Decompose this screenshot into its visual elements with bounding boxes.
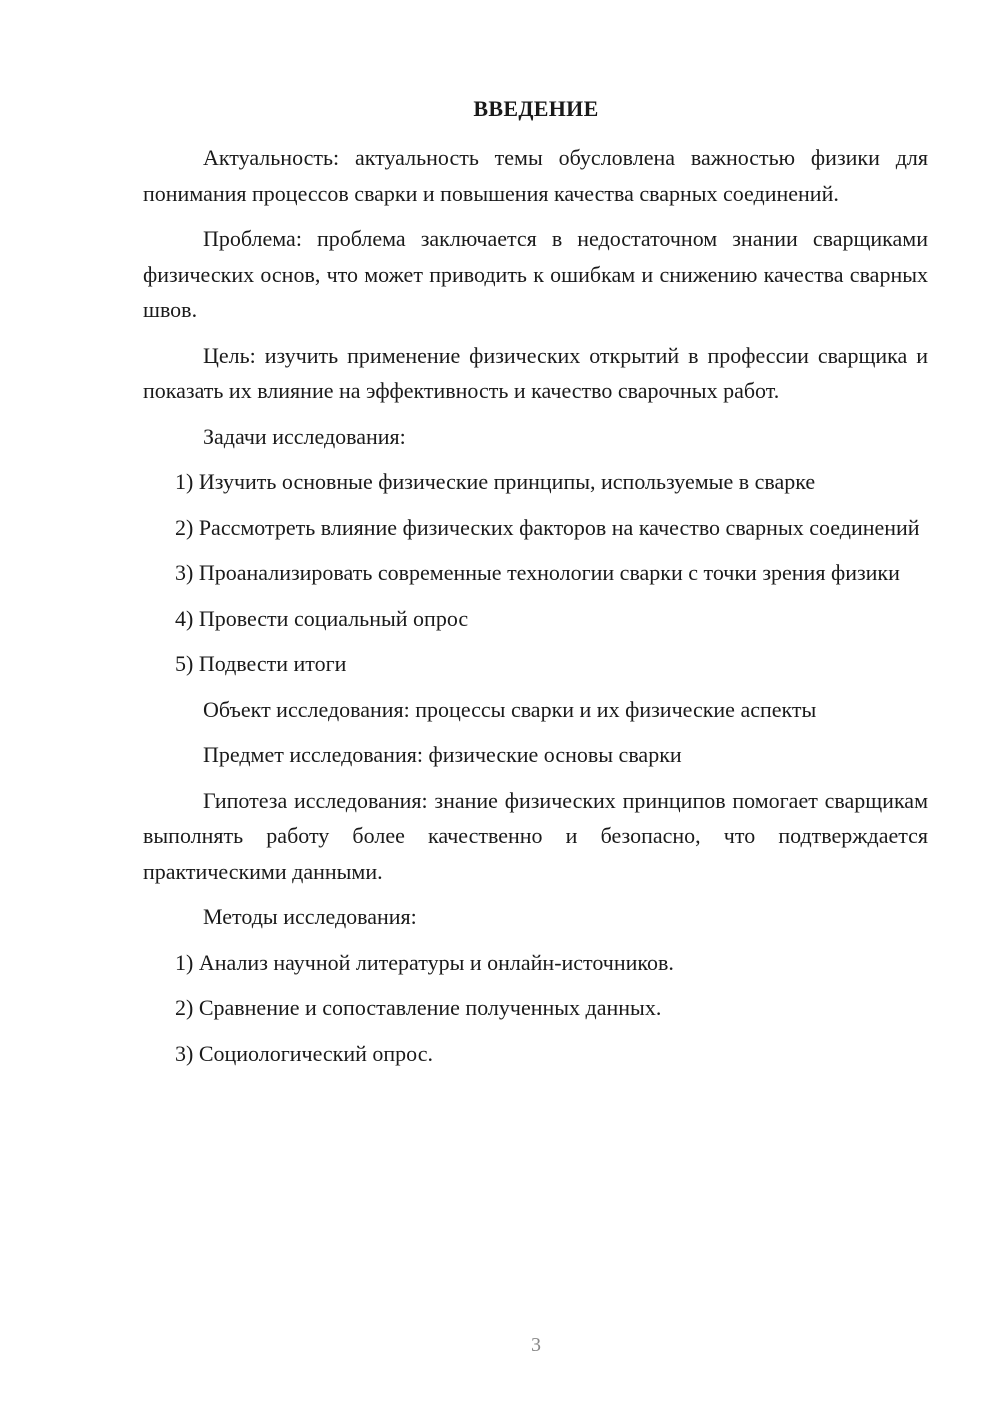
document-body bbox=[143, 140, 928, 1071]
page-title: ВВЕДЕНИЕ bbox=[473, 96, 599, 121]
method-item: 3) Социологический опрос. bbox=[175, 1040, 433, 1066]
task-item: 1) Изучить основные физические принципы, используемые в сварке bbox=[175, 469, 816, 494]
hypothesis-paragraph: Гипотеза исследования: знание физических принципов помогает сварщикам выполнять работу более качественно и безопасно, что подтверждается практическими данными. bbox=[143, 787, 928, 884]
relevance-paragraph: Актуальность: актуальность темы обусловлена важностью физики для понимания процессов сварки и повышения качества сварных соединений. bbox=[143, 145, 928, 206]
task-item: 3) Проанализировать современные технологии сварки с точки зрения физики bbox=[175, 560, 900, 585]
subject-paragraph: Предмет исследования: физические основы сварки bbox=[203, 742, 682, 767]
goal-paragraph: Цель: изучить применение физических открытий в профессии сварщика и показать их влияние на эффективность и качество сварочных работ. bbox=[143, 342, 928, 403]
method-item: 2) Сравнение и сопоставление полученных данных. bbox=[175, 995, 662, 1020]
object-paragraph: Объект исследования: процессы сварки и их физические аспекты bbox=[203, 696, 817, 722]
task-item: 5) Подвести итоги bbox=[175, 651, 347, 676]
method-item: 1) Анализ научной литературы и онлайн-источников. bbox=[175, 949, 674, 975]
page-number: 3 bbox=[531, 1334, 541, 1356]
tasks-heading: Задачи исследования: bbox=[203, 423, 406, 449]
problem-paragraph: Проблема: проблема заключается в недостаточном знании сварщиками физических основ, что может приводить к ошибкам и снижению качества сварных швов. bbox=[143, 226, 928, 322]
methods-heading: Методы исследования: bbox=[203, 904, 417, 929]
task-item: 2) Рассмотреть влияние физических факторов на качество сварных соединений bbox=[175, 514, 920, 540]
task-item: 4) Провести социальный опрос bbox=[175, 605, 469, 631]
